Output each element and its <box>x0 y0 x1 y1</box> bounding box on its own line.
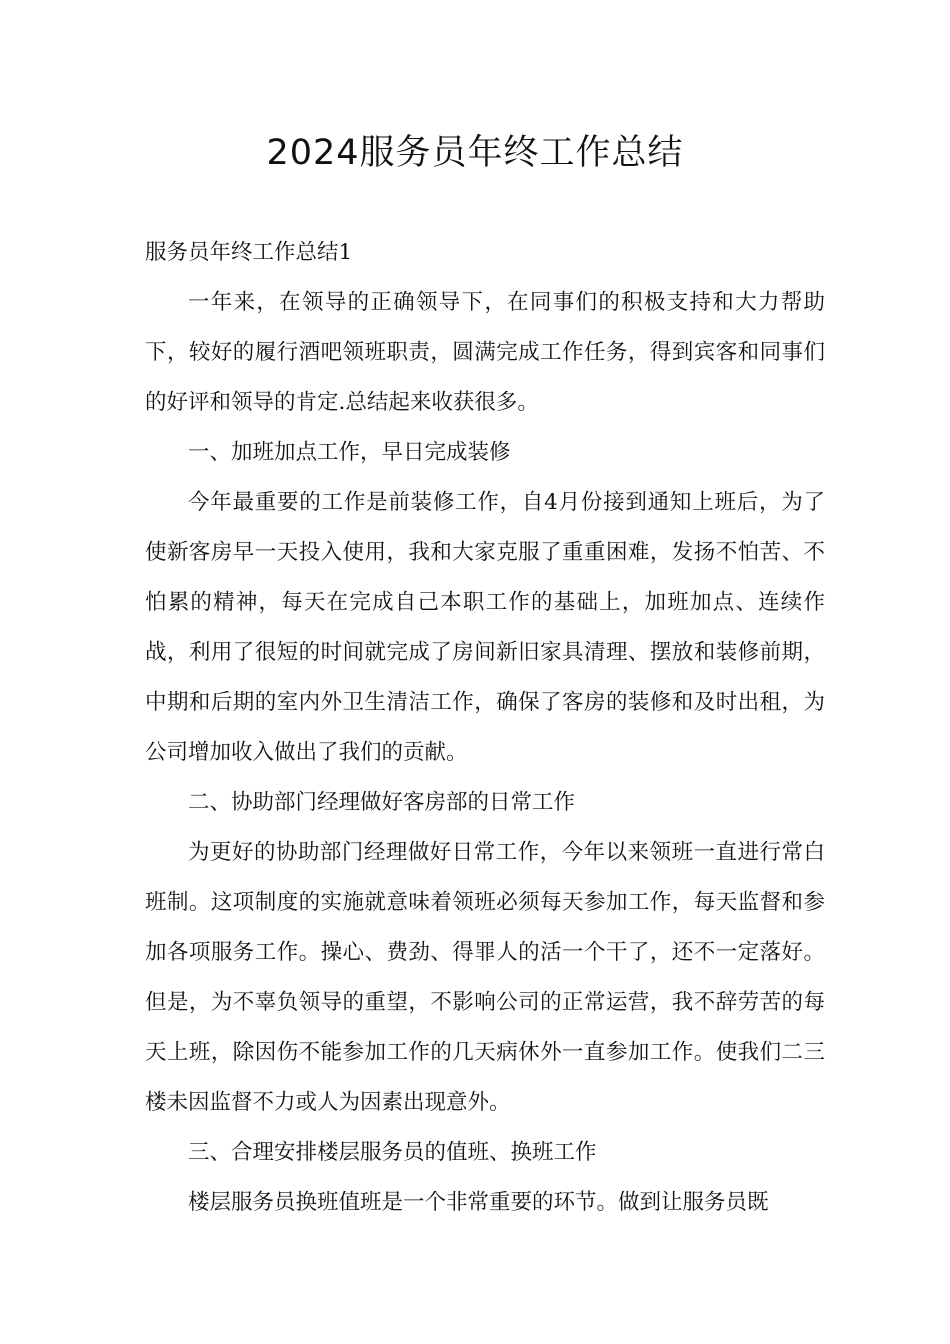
document-title: 2024服务员年终工作总结 <box>266 133 684 173</box>
section-heading-1: 一、加班加点工作，早日完成装修 <box>188 440 511 465</box>
intro-paragraph: 一年来，在领导的正确领导下，在同事们的积极支持和大力帮助下，较好的履行酒吧领班职责，圆满完成工作任务，得到宾客和同事们的好评和领导的肯定.总结起来收获很多。 <box>145 290 825 415</box>
section-heading-2: 二、协助部门经理做好客房部的日常工作 <box>188 790 576 815</box>
section-heading-3: 三、合理安排楼层服务员的值班、换班工作 <box>188 1140 597 1165</box>
section-paragraph-3: 楼层服务员换班值班是一个非常重要的环节。做到让服务员既 <box>188 1190 769 1215</box>
document-body <box>145 228 825 1228</box>
section-paragraph-1: 今年最重要的工作是前装修工作，自4月份接到通知上班后，为了使新客房早一天投入使用，我和大家克服了重重困难，发扬不怕苦、不怕累的精神，每天在完成自己本职工作的基础上，加班加点、连续作战，利用了很短的时间就完成了房间新旧家具清理、摆放和装修前期，中期和后期的室内外卫生清洁工作，确保了客房的装修和及时出租，为公司增加收入做出了我们的贡献。 <box>145 490 825 765</box>
section-paragraph-2: 为更好的协助部门经理做好日常工作，今年以来领班一直进行常白班制。这项制度的实施就意味着领班必须每天参加工作，每天监督和参加各项服务工作。操心、费劲、得罪人的活一个干了，还不一定落好。但是，为不辜负领导的重望，不影响公司的正常运营，我不辞劳苦的每天上班，除因伤不能参加工作的几天病休外一直参加工作。使我们二三楼未因监督不力或人为因素出现意外。 <box>145 840 825 1115</box>
section-subtitle: 服务员年终工作总结1 <box>145 240 353 265</box>
